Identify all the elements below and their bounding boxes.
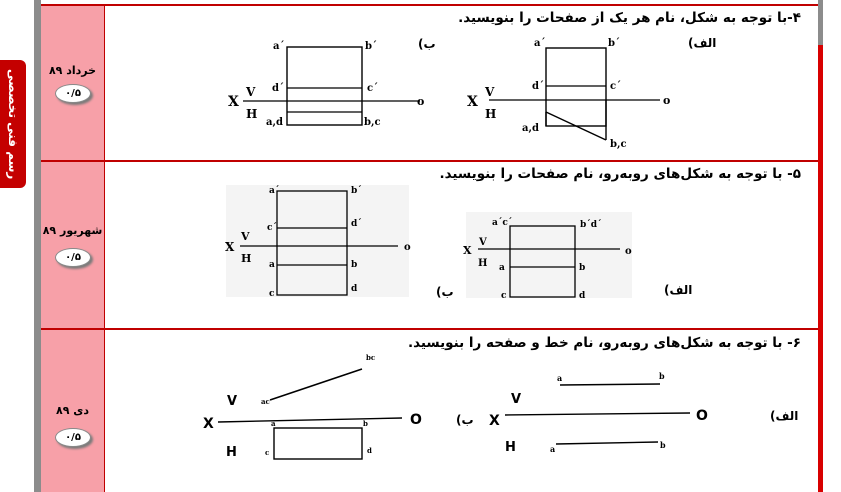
point-label: ac: [261, 397, 270, 406]
question-title: ۵- با توجه به شکل‌های روبه‌رو، نام صفحات را بنویسید.: [439, 166, 801, 182]
point-label: b,c: [364, 117, 381, 128]
point-label: bc: [366, 353, 376, 362]
q6-figure-a: [489, 371, 798, 455]
point-label: d´: [272, 83, 284, 94]
point-label: b: [363, 419, 368, 428]
q5-figure-b: [225, 185, 454, 299]
exam-date: دی ۸۹: [56, 404, 89, 417]
point-label: a: [557, 373, 563, 383]
point-label: a,d: [522, 123, 539, 134]
plane-h-label: H: [505, 440, 516, 455]
point-label: d: [351, 284, 358, 294]
point-label: d: [367, 446, 372, 455]
axis-x-label: X: [225, 240, 235, 254]
point-label: b´: [608, 38, 620, 49]
plane-h-label: H: [226, 445, 237, 460]
question-title: ۶- با توجه به شکل‌های روبه‌رو، نام خط و صفحه را بنویسید.: [407, 335, 801, 351]
axis-o-label: O: [696, 408, 708, 424]
q5-figure-a: [463, 212, 692, 301]
plane-v-label: V: [479, 237, 487, 248]
point-label: b: [579, 263, 586, 273]
axis-o-label: o: [404, 242, 411, 253]
axis-o-label: o: [417, 95, 425, 108]
point-label: a´c´: [492, 218, 513, 228]
point-label: d´: [351, 219, 362, 229]
point-label: a´: [534, 38, 546, 49]
exam-date: خرداد ۸۹: [48, 64, 97, 77]
point-label: d: [579, 291, 586, 301]
point-label: c´: [367, 83, 379, 94]
exam-date: شهریور ۸۹: [42, 224, 103, 237]
plane-v-label: V: [511, 392, 522, 407]
axis-x-label: X: [489, 413, 500, 429]
plane-h-label: H: [485, 107, 497, 121]
figure-label-alef: الف): [770, 409, 799, 423]
point-label: a: [271, 419, 276, 428]
axis-x-label: X: [463, 244, 472, 257]
axis-o-label: O: [410, 412, 422, 428]
point-label: b,c: [610, 139, 627, 150]
point-label: a´: [273, 41, 285, 52]
side-subject-label: رسم فنی تخصصی: [6, 68, 20, 180]
point-label: a: [269, 260, 275, 270]
q4-figure-b: [228, 37, 436, 128]
plane-h-label: H: [246, 107, 258, 121]
point-label: d´: [532, 81, 544, 92]
q6-figure-b: [203, 353, 474, 460]
figure-label-alef: الف): [688, 36, 717, 50]
point-label: c´: [267, 223, 277, 233]
axis-o-label: o: [625, 246, 632, 257]
q4-figure-a: [467, 36, 716, 150]
plane-v-label: V: [227, 394, 238, 409]
point-label: b´d´: [580, 220, 602, 230]
plane-v-label: V: [485, 85, 495, 99]
point-label: a´: [269, 186, 280, 196]
point-label: b: [660, 440, 666, 450]
point-label: b: [659, 371, 665, 381]
axis-o-label: o: [663, 94, 671, 107]
point-label: b´: [365, 41, 377, 52]
question-title: ۴-با توجه به شکل، نام هر یک از صفحات را بنویسید.: [458, 10, 801, 26]
figure-label-be: ب): [456, 413, 474, 427]
point-label: a: [550, 444, 556, 454]
figure-label-alef: الف): [664, 283, 693, 297]
point-label: b´: [351, 186, 362, 196]
score-badge: ۰/۵: [55, 428, 91, 447]
score-badge: ۰/۵: [55, 248, 91, 267]
figure-label-be: ب): [436, 285, 454, 299]
point-label: c´: [610, 81, 622, 92]
axis-x-label: X: [228, 94, 239, 110]
point-label: a,d: [266, 117, 283, 128]
axis-x-label: X: [203, 416, 214, 432]
figure-label-be: ب): [418, 37, 436, 51]
point-label: a: [499, 263, 505, 273]
plane-v-label: V: [246, 85, 256, 99]
plane-h-label: H: [478, 258, 488, 269]
point-label: c: [265, 448, 270, 457]
point-label: c: [501, 291, 507, 301]
plane-v-label: V: [241, 230, 250, 243]
axis-x-label: X: [467, 94, 478, 110]
plane-h-label: H: [241, 252, 252, 265]
point-label: b: [351, 260, 358, 270]
point-label: c: [269, 289, 275, 299]
score-badge: ۰/۵: [55, 84, 91, 103]
